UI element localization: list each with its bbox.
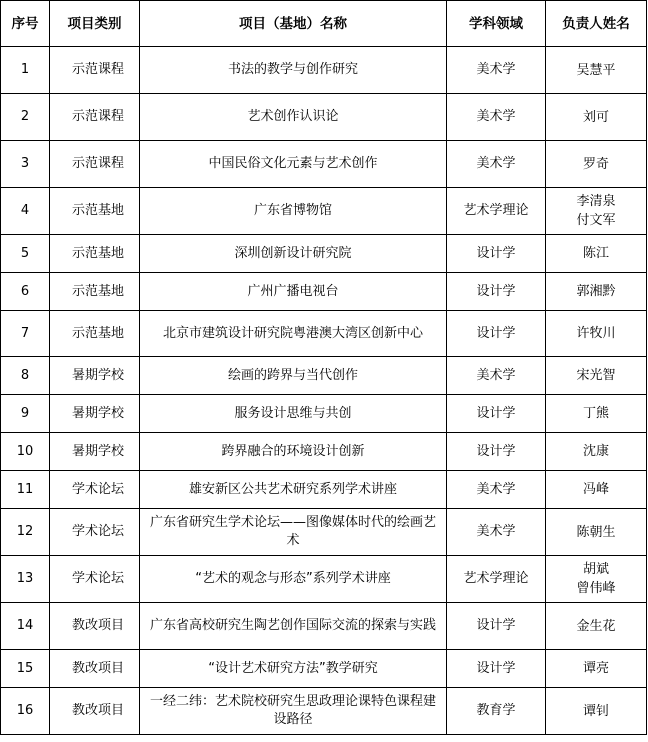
cell-index: 13 — [1, 556, 50, 603]
header-row — [1, 1, 647, 47]
cell-lead: 丁熊 — [546, 395, 647, 433]
cell-name: 广东省博物馆 — [140, 188, 447, 235]
header-index: 序号 — [1, 1, 50, 47]
cell-category: 示范课程 — [50, 141, 140, 188]
cell-name: “艺术的观念与形态”系列学术讲座 — [140, 556, 447, 603]
cell-category: 学术论坛 — [50, 471, 140, 509]
cell-index: 10 — [1, 433, 50, 471]
cell-lead: 许牧川 — [546, 311, 647, 357]
cell-lead: 罗奇 — [546, 141, 647, 188]
cell-field: 美术学 — [447, 47, 546, 94]
cell-name: 雄安新区公共艺术研究系列学术讲座 — [140, 471, 447, 509]
cell-field: 设计学 — [447, 311, 546, 357]
table-row — [1, 509, 647, 556]
cell-category: 示范基地 — [50, 273, 140, 311]
table-row — [1, 141, 647, 188]
cell-name: 绘画的跨界与当代创作 — [140, 357, 447, 395]
table-row — [1, 650, 647, 688]
cell-lead: 刘可 — [546, 94, 647, 141]
cell-index: 12 — [1, 509, 50, 556]
cell-category: 暑期学校 — [50, 433, 140, 471]
cell-field: 艺术学理论 — [447, 556, 546, 603]
cell-category: 学术论坛 — [50, 509, 140, 556]
cell-name: 广州广播电视台 — [140, 273, 447, 311]
cell-field: 教育学 — [447, 688, 546, 735]
cell-index: 16 — [1, 688, 50, 735]
cell-lead: 谭钊 — [546, 688, 647, 735]
cell-lead: 金生花 — [546, 603, 647, 650]
cell-field: 设计学 — [447, 650, 546, 688]
cell-lead: 吴慧平 — [546, 47, 647, 94]
cell-field: 设计学 — [447, 235, 546, 273]
cell-category: 教改项目 — [50, 603, 140, 650]
cell-lead: 谭亮 — [546, 650, 647, 688]
header-field: 学科领域 — [447, 1, 546, 47]
cell-field: 美术学 — [447, 509, 546, 556]
cell-category: 示范基地 — [50, 188, 140, 235]
cell-name: 深圳创新设计研究院 — [140, 235, 447, 273]
table-row — [1, 433, 647, 471]
cell-index: 9 — [1, 395, 50, 433]
cell-field: 设计学 — [447, 603, 546, 650]
cell-field: 美术学 — [447, 141, 546, 188]
cell-field: 设计学 — [447, 395, 546, 433]
cell-category: 示范课程 — [50, 94, 140, 141]
cell-index: 1 — [1, 47, 50, 94]
header-category: 项目类别 — [50, 1, 140, 47]
cell-name: 书法的教学与创作研究 — [140, 47, 447, 94]
cell-field: 美术学 — [447, 357, 546, 395]
cell-category: 教改项目 — [50, 688, 140, 735]
cell-lead: 郭湘黔 — [546, 273, 647, 311]
cell-category: 暑期学校 — [50, 357, 140, 395]
cell-category: 示范课程 — [50, 47, 140, 94]
cell-category: 示范基地 — [50, 311, 140, 357]
table-row — [1, 357, 647, 395]
cell-lead: 陈江 — [546, 235, 647, 273]
cell-index: 14 — [1, 603, 50, 650]
cell-lead: 胡斌 曾伟峰 — [546, 556, 647, 603]
cell-field: 设计学 — [447, 433, 546, 471]
cell-name: 艺术创作认识论 — [140, 94, 447, 141]
table-row — [1, 235, 647, 273]
cell-index: 7 — [1, 311, 50, 357]
cell-name: 北京市建筑设计研究院粤港澳大湾区创新中心 — [140, 311, 447, 357]
cell-category: 暑期学校 — [50, 395, 140, 433]
cell-lead: 宋光智 — [546, 357, 647, 395]
cell-index: 11 — [1, 471, 50, 509]
header-name: 项目（基地）名称 — [140, 1, 447, 47]
cell-field: 设计学 — [447, 273, 546, 311]
table-row — [1, 556, 647, 603]
table-row — [1, 273, 647, 311]
table-row — [1, 395, 647, 433]
cell-lead: 陈朝生 — [546, 509, 647, 556]
cell-name: 中国民俗文化元素与艺术创作 — [140, 141, 447, 188]
cell-name: 广东省研究生学术论坛——图像媒体时代的绘画艺术 — [140, 509, 447, 556]
header-lead: 负责人姓名 — [546, 1, 647, 47]
cell-index: 6 — [1, 273, 50, 311]
cell-index: 5 — [1, 235, 50, 273]
cell-index: 8 — [1, 357, 50, 395]
table-row — [1, 688, 647, 735]
cell-index: 3 — [1, 141, 50, 188]
table-row — [1, 603, 647, 650]
cell-name: 广东省高校研究生陶艺创作国际交流的探索与实践 — [140, 603, 447, 650]
cell-index: 2 — [1, 94, 50, 141]
cell-category: 学术论坛 — [50, 556, 140, 603]
cell-lead: 冯峰 — [546, 471, 647, 509]
cell-lead: 沈康 — [546, 433, 647, 471]
table-row — [1, 47, 647, 94]
cell-index: 15 — [1, 650, 50, 688]
table-row — [1, 311, 647, 357]
cell-field: 美术学 — [447, 471, 546, 509]
cell-lead: 李清泉 付文军 — [546, 188, 647, 235]
table-row — [1, 188, 647, 235]
table-row — [1, 471, 647, 509]
cell-field: 艺术学理论 — [447, 188, 546, 235]
cell-name: 跨界融合的环境设计创新 — [140, 433, 447, 471]
cell-name: 服务设计思维与共创 — [140, 395, 447, 433]
cell-index: 4 — [1, 188, 50, 235]
cell-category: 示范基地 — [50, 235, 140, 273]
cell-name: 一经二纬：艺术院校研究生思政理论课特色课程建设路径 — [140, 688, 447, 735]
table-row — [1, 94, 647, 141]
cell-field: 美术学 — [447, 94, 546, 141]
cell-category: 教改项目 — [50, 650, 140, 688]
cell-name: “设计艺术研究方法”教学研究 — [140, 650, 447, 688]
